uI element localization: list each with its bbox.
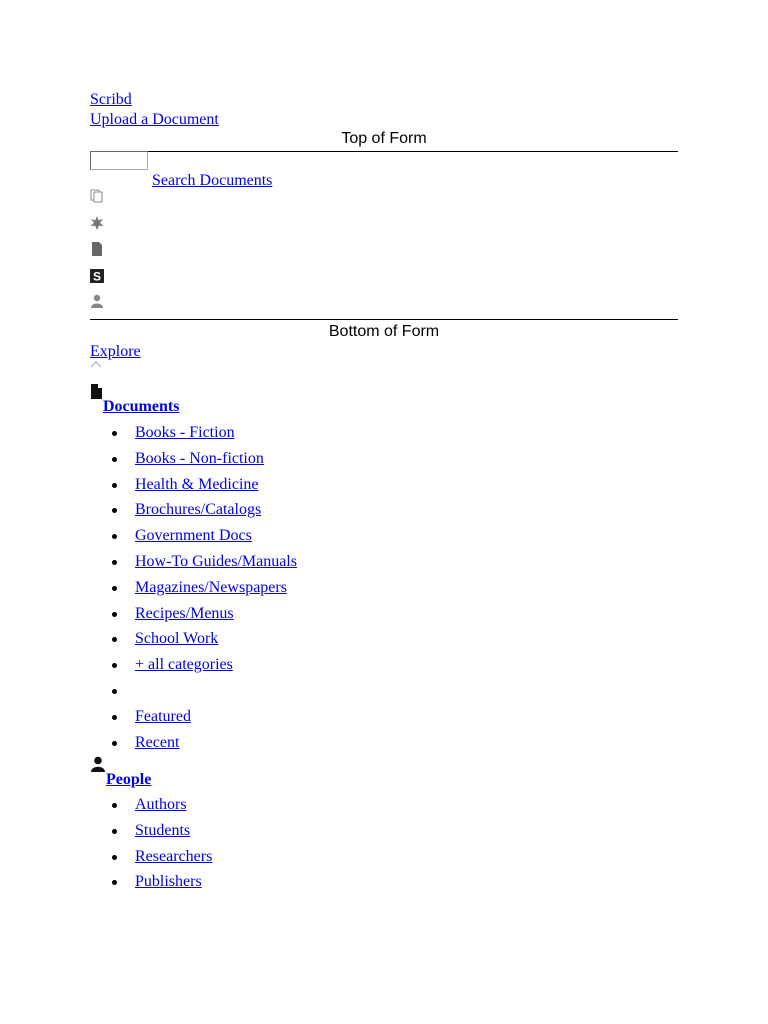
- list-item: [90, 449, 297, 475]
- bottom-of-form-label: Bottom of Form: [328, 323, 440, 340]
- category-magazines-newspapers-link[interactable]: Magazines/Newspapers: [135, 578, 287, 596]
- list-item: [90, 552, 297, 578]
- search-documents-button[interactable]: Search Documents: [152, 172, 273, 189]
- category-brochures-catalogs-link[interactable]: Brochures/Catalogs: [135, 501, 262, 519]
- scribd-home-link[interactable]: Scribd: [90, 91, 132, 108]
- list-item: [90, 655, 297, 681]
- category-howto-guides-link[interactable]: How-To Guides/Manuals: [135, 552, 297, 570]
- list-item: [90, 500, 297, 526]
- category-health-medicine-link[interactable]: Health & Medicine: [135, 475, 259, 493]
- list-item: [90, 475, 297, 501]
- form-bottom-divider: [90, 319, 678, 320]
- people-students-link[interactable]: Students: [135, 821, 191, 839]
- document-section-icon: [90, 384, 104, 399]
- list-item: [90, 821, 212, 847]
- empty-list-item: [90, 681, 297, 707]
- category-government-docs-link[interactable]: Government Docs: [135, 527, 252, 545]
- category-school-work-link[interactable]: School Work: [135, 630, 219, 648]
- documents-heading-link[interactable]: Documents: [103, 398, 180, 415]
- star-burst-icon[interactable]: [90, 216, 104, 230]
- featured-link[interactable]: Featured: [135, 707, 191, 725]
- list-item: [90, 847, 212, 873]
- documents-category-list: [90, 423, 297, 758]
- top-of-form-label: Top of Form: [341, 130, 427, 147]
- people-list: [90, 795, 212, 898]
- documents-icon[interactable]: [90, 189, 104, 203]
- list-item: [90, 423, 297, 449]
- list-item: [90, 629, 297, 655]
- chevron-up-icon[interactable]: [90, 361, 102, 368]
- recent-link[interactable]: Recent: [135, 733, 180, 751]
- list-item: [90, 795, 212, 821]
- page-icon[interactable]: [90, 242, 104, 256]
- list-item: [90, 604, 297, 630]
- list-item: [90, 578, 297, 604]
- scribd-logo-icon[interactable]: [90, 269, 104, 283]
- svg-text:S: S: [92, 269, 102, 283]
- people-heading-link[interactable]: People: [106, 771, 152, 788]
- category-books-nonfiction-link[interactable]: Books - Non-fiction: [135, 449, 264, 467]
- user-icon[interactable]: [90, 294, 104, 308]
- explore-link[interactable]: Explore: [90, 343, 141, 360]
- people-authors-link[interactable]: Authors: [135, 796, 187, 813]
- people-publishers-link[interactable]: Publishers: [135, 873, 202, 891]
- category-recipes-menus-link[interactable]: Recipes/Menus: [135, 604, 234, 622]
- form-top-divider: [90, 151, 678, 152]
- person-icon: [90, 756, 106, 772]
- category-books-fiction-link[interactable]: Books - Fiction: [135, 424, 235, 441]
- search-input[interactable]: [90, 151, 148, 170]
- upload-document-link[interactable]: Upload a Document: [90, 111, 219, 128]
- all-categories-link[interactable]: + all categories: [135, 656, 233, 674]
- list-item: [90, 707, 297, 733]
- list-item: [90, 526, 297, 552]
- people-researchers-link[interactable]: Researchers: [135, 847, 213, 865]
- list-item: [90, 872, 212, 898]
- list-item: [90, 733, 297, 759]
